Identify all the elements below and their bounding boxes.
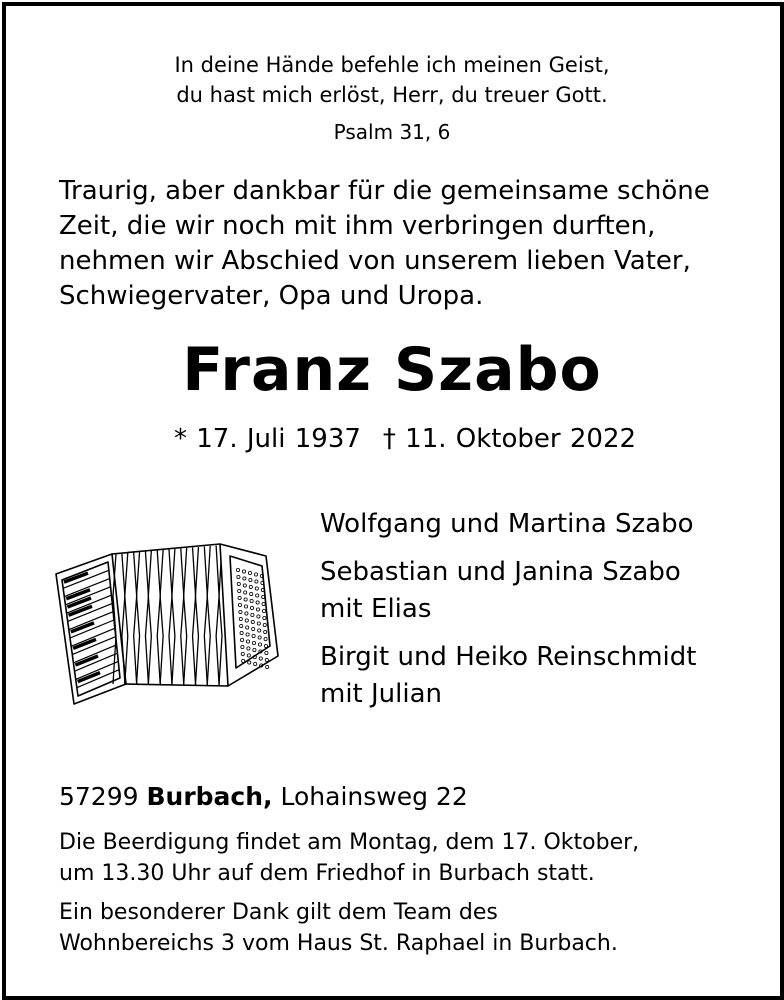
address-city: Burbach, bbox=[146, 782, 273, 811]
intro-line-3: nehmen wir Abschied von unserem lieben Vater, bbox=[59, 246, 691, 276]
funeral-line-1: Die Beerdigung findet am Montag, dem 17. Oktober, bbox=[59, 830, 640, 855]
family-group-3 bbox=[320, 639, 696, 713]
quote-source: Psalm 31, 6 bbox=[333, 120, 451, 144]
address-street: Lohainsweg 22 bbox=[280, 782, 468, 811]
family-line: mit Elias bbox=[320, 594, 432, 624]
life-dates bbox=[174, 424, 636, 454]
family-line: Wolfgang und Martina Szabo bbox=[320, 509, 694, 539]
family-line: mit Julian bbox=[320, 679, 443, 709]
intro-line-2: Zeit, die wir noch mit ihm verbringen durften, bbox=[59, 211, 656, 241]
intro-line-4: Schwiegervater, Opa und Uropa. bbox=[59, 281, 484, 311]
quote-line-1: In deine Hände befehle ich meinen Geist, bbox=[174, 53, 610, 77]
thanks-line-2: Wohnbereichs 3 vom Haus St. Raphael in Burbach. bbox=[59, 931, 618, 956]
family-line: Sebastian und Janina Szabo bbox=[320, 557, 681, 587]
family-group-2 bbox=[320, 554, 696, 628]
deceased-name: Franz Szabo bbox=[182, 335, 602, 405]
address bbox=[59, 782, 468, 811]
quote-line-2: du hast mich erlöst, Herr, du treuer Gott. bbox=[176, 83, 608, 107]
intro-text bbox=[59, 174, 710, 314]
death-date: † 11. Oktober 2022 bbox=[382, 424, 637, 454]
thanks-line-1: Ein besonderer Dank gilt dem Team des bbox=[59, 900, 498, 925]
funeral-notice bbox=[59, 827, 639, 889]
address-zip: 57299 bbox=[59, 782, 139, 811]
birth-date: * 17. Juli 1937 bbox=[174, 424, 361, 454]
thanks-notice bbox=[59, 897, 618, 959]
family-group-1 bbox=[320, 506, 696, 543]
family-list bbox=[320, 506, 696, 724]
family-line: Birgit und Heiko Reinschmidt bbox=[320, 642, 697, 672]
bible-quote bbox=[0, 50, 784, 110]
intro-line-1: Traurig, aber dankbar für die gemeinsame schöne bbox=[59, 176, 710, 206]
funeral-line-2: um 13.30 Uhr auf dem Friedhof in Burbach statt. bbox=[59, 861, 595, 886]
accordion-icon bbox=[52, 536, 284, 708]
